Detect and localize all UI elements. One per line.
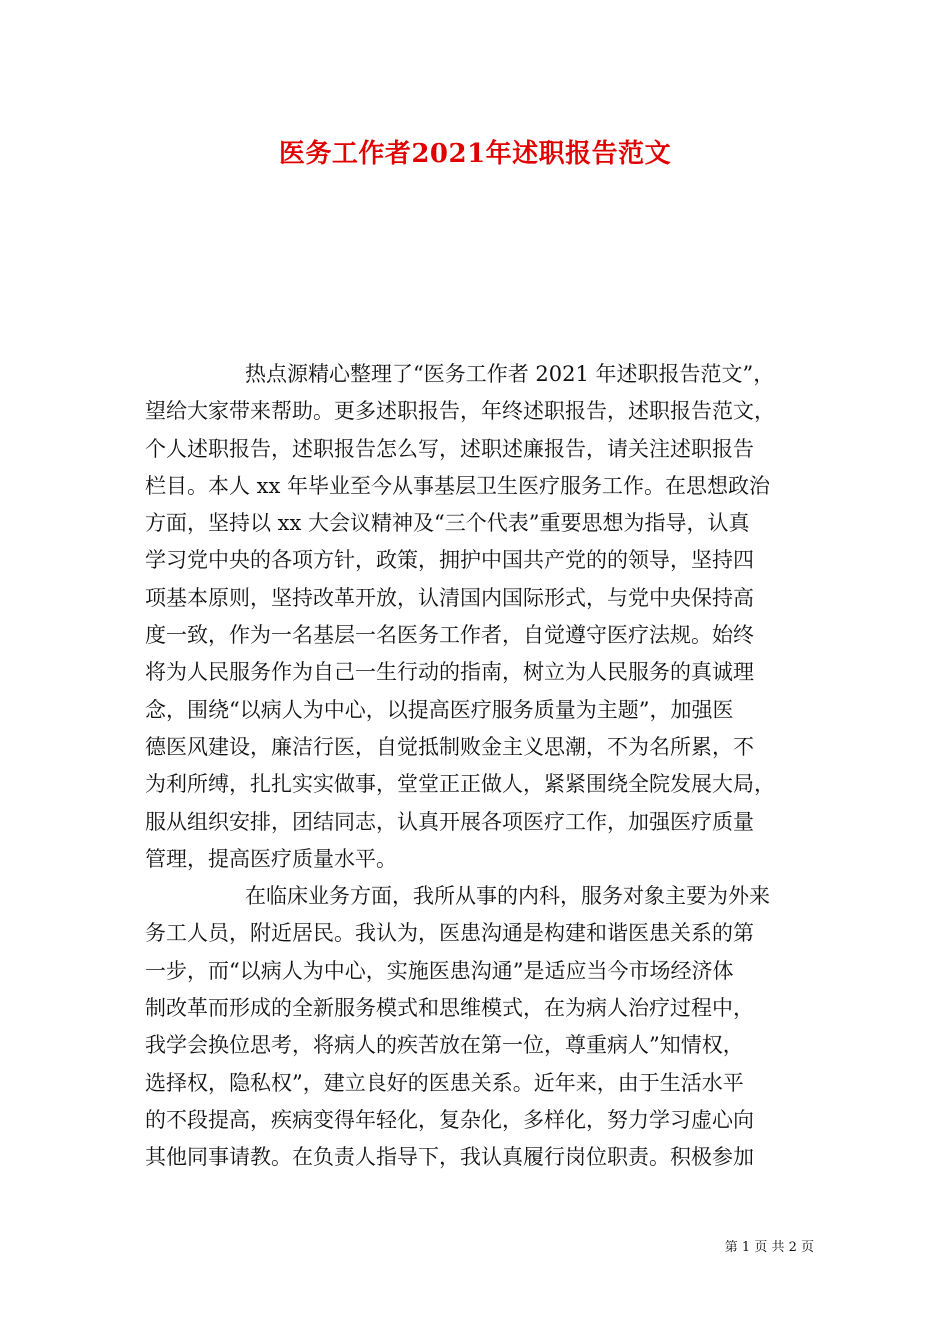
paragraph-line: 念，围绕“以病人为中心，以提高医疗服务质量为主题”，加强医 [145,697,734,722]
paragraph-line: 个人述职报告，述职报告怎么写，述职述廉报告，请关注述职报告 [145,436,754,461]
paragraph-line: 在临床业务方面，我所从事的内科，服务对象主要为外来 [245,884,770,909]
paragraph-line: 的不段提高，疾病变得年轻化，复杂化，多样化，努力学习虚心向 [145,1107,754,1132]
paragraph-line: 项基本原则，坚持改革开放，认清国内国际形式，与党中央保持高 [145,585,754,610]
document-title: 医务工作者2021年述职报告范文 [278,139,672,169]
paragraph-line: 制改革而形成的全新服务模式和思维模式，在为病人治疗过程中， [145,996,754,1021]
paragraph-line: 一步，而“以病人为中心，实施医患沟通”是适应当今市场经济体 [145,958,734,983]
paragraph-line: 为利所缚，扎扎实实做事，堂堂正正做人，紧紧围绕全院发展大局， [145,772,775,797]
paragraph-line: 方面，坚持以 xx 大会议精神及“三个代表”重要思想为指导，认真 [145,511,750,536]
paragraph-line: 度一致，作为一名基层一名医务工作者，自觉遵守医疗法规。始终 [145,623,754,648]
page-number: 第 1 页 共 2 页 [724,1240,814,1255]
paragraph-line: 热点源精心整理了“医务工作者 2021 年述职报告范文”， [245,362,775,386]
paragraph-line: 望给大家带来帮助。更多述职报告，年终述职报告，述职报告范文， [145,399,775,424]
paragraph-line: 学习党中央的各项方针，政策，拥护中国共产党的的领导，坚持四 [145,548,754,573]
paragraph-line: 务工人员，附近居民。我认为，医患沟通是构建和谐医患关系的第 [145,921,754,946]
paragraph-line: 其他同事请教。在负责人指导下，我认真履行岗位职责。积极参加 [145,1145,754,1170]
paragraph-line: 我学会换位思考，将病人的疾苦放在第一位，尊重病人”知情权， [145,1033,744,1058]
paragraph-line: 管理，提高医疗质量水平。 [145,846,397,871]
paragraph-line: 选择权，隐私权”，建立良好的医患关系。近年来，由于生活水平 [145,1070,744,1095]
paragraph-line: 将为人民服务作为自己一生行动的指南，树立为人民服务的真诚理 [145,660,754,685]
paragraph-line: 服从组织安排，团结同志，认真开展各项医疗工作，加强医疗质量 [145,809,754,834]
paragraph-line: 德医风建设，廉洁行医，自觉抵制败金主义思潮，不为名所累，不 [145,734,754,759]
paragraph-line: 栏目。本人 xx 年毕业至今从事基层卫生医疗服务工作。在思想政治 [145,473,771,498]
document-body [145,356,813,1177]
